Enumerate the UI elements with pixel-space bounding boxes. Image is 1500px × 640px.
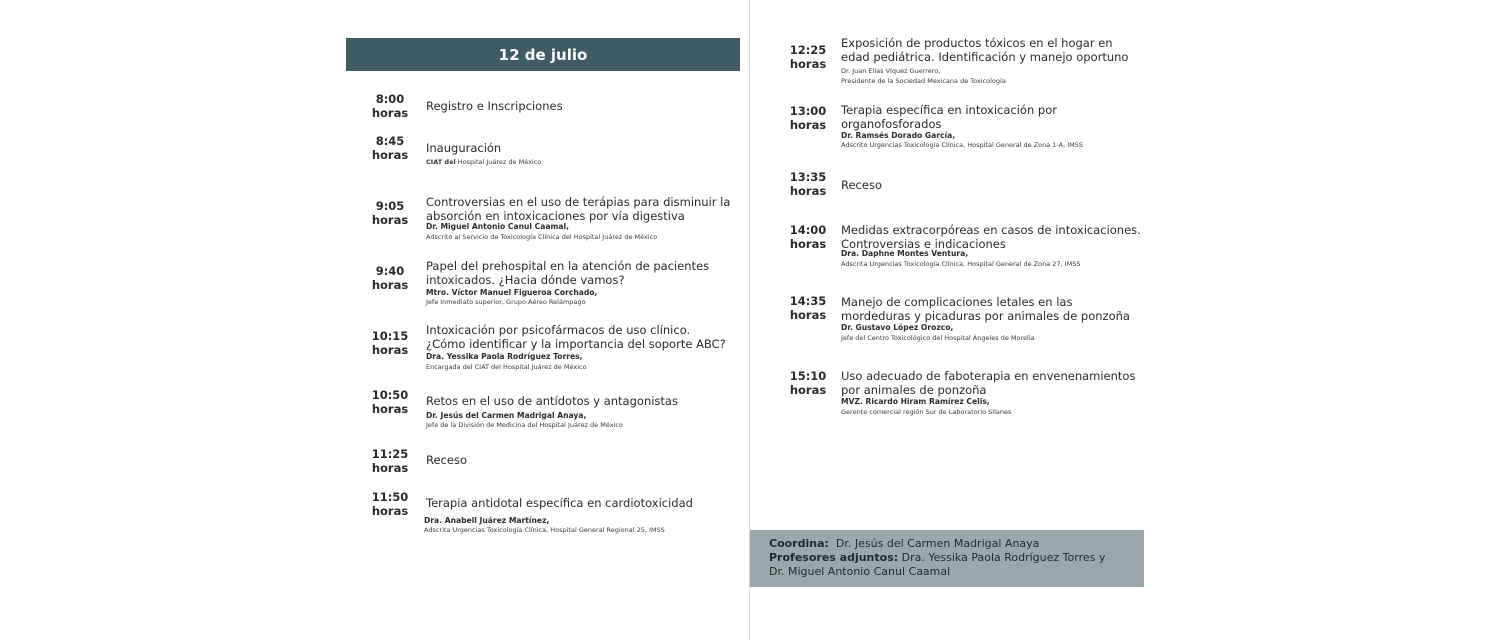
session-title: Manejo de complicaciones letales en las mordeduras y picaduras por animales de ponzoña — [841, 295, 1130, 323]
speaker-role: Adscrita Urgencias Toxicología Clínica, Hospital General Regional 25, IMSS — [424, 526, 665, 534]
session-time: 9:40 horas — [371, 264, 409, 292]
speaker-role: Adscrito Urgencias Toxicología Clínica, Hospital General de Zona 1-A, IMSS — [841, 141, 1083, 149]
date-title: 12 de julio — [498, 45, 588, 64]
session-title: Retos en el uso de antídotos y antagonistas — [426, 394, 678, 408]
speaker-name: Dr. Ramsés Dorado García, — [841, 131, 956, 140]
adjunct-line-2: Dr. Miguel Antonio Canul Caamal — [769, 565, 951, 578]
session-title: Inauguración — [426, 141, 502, 155]
session-title: Receso — [426, 453, 467, 467]
session-time: 9:05 horas — [371, 199, 409, 227]
session-title: Exposición de productos tóxicos en el hogar en edad pediátrica. Identificación y manejo oportuno — [841, 36, 1129, 64]
speaker-role: Jefe de la División de Medicina del Hospital Juárez de México — [426, 421, 623, 429]
session-title: Intoxicación por psicofármacos de uso clínico. ¿Cómo identificar y la importancia del soporte ABC? — [426, 323, 726, 351]
speaker-name: Dr. Gustavo López Orozco, — [841, 323, 954, 332]
speaker-role: Gerente comercial región Sur de Laboratorio Silanes — [841, 408, 1012, 416]
session-time: 11:50 horas — [371, 490, 409, 518]
coordination-box — [750, 530, 1144, 587]
session-title: Uso adecuado de faboterapia en envenenamientos por animales de ponzoña — [841, 369, 1136, 397]
session-time: 14:35 horas — [789, 294, 827, 322]
speaker-role: Presidente de la Sociedad Mexicana de Toxicología — [841, 77, 1006, 85]
speaker-name: Dra. Anabell Juárez Martínez, — [424, 516, 550, 525]
session-time: 14:00 horas — [789, 223, 827, 251]
session-title: Papel del prehospital en la atención de pacientes intoxicados. ¿Hacia dónde vamos? — [426, 259, 710, 287]
speaker-role: Adscrita Urgencias Toxicología Clínica, Hospital General de Zona 27, IMSS — [841, 260, 1081, 268]
speaker-name: Mtro. Víctor Manuel Figueroa Corchado, — [426, 288, 598, 297]
speaker-role: Adscrito al Servicio de Toxicología Clínica del Hospital Juárez de México — [426, 233, 658, 241]
session-title: Registro e Inscripciones — [426, 99, 563, 113]
session-time: 8:00 horas — [371, 92, 409, 120]
session-time: 13:35 horas — [789, 170, 827, 198]
session-time: 8:45 horas — [371, 134, 409, 162]
session-time: 11:25 horas — [371, 447, 409, 475]
speaker-name: Dr. Miguel Antonio Canul Caamal, — [426, 222, 569, 231]
speaker-name: MVZ. Ricardo Hiram Ramírez Celis, — [841, 397, 990, 406]
session-time: 12:25 horas — [789, 43, 827, 71]
speaker-role: Jefe del Centro Toxicológico del Hospital Ángeles de Morelia — [841, 334, 1035, 342]
date-header — [346, 38, 740, 71]
speaker-name: Dra. Daphne Montes Ventura, — [841, 249, 969, 258]
session-time: 10:15 horas — [371, 329, 409, 357]
adjunct-line: Profesores adjuntos: Dra. Yessika Paola Rodríguez Torres y — [769, 551, 1106, 564]
session-title: Medidas extracorpóreas en casos de intoxicaciones. Controversias e indicaciones — [841, 223, 1141, 251]
speaker-role: CIAT del Hospital Juárez de México — [426, 158, 542, 166]
session-title: Receso — [841, 178, 882, 192]
session-title: Controversias en el uso de terápias para disminuir la absorción en intoxicaciones por vía digestiva — [426, 195, 731, 223]
session-time: 10:50 horas — [371, 388, 409, 416]
speaker-name: Dra. Yessika Paola Rodríguez Torres, — [426, 352, 583, 361]
session-title: Terapia antidotal específica en cardiotoxicidad — [426, 496, 693, 510]
session-title: Terapia específica en intoxicación por organofosforados — [841, 103, 1057, 131]
speaker-role: Dr. Juan Elías Víquez Guerrero, — [841, 67, 941, 75]
session-time: 15:10 horas — [789, 369, 827, 397]
speaker-role: Jefe Inmediato superior, Grupo Aéreo Relámpago — [426, 298, 586, 306]
speaker-role: Encargada del CIAT del Hospital Juárez de México — [426, 363, 587, 371]
speaker-name: Dr. Jesús del Carmen Madrigal Anaya, — [426, 411, 587, 420]
session-time: 13:00 horas — [789, 104, 827, 132]
coordinator-line: Coordina: Dr. Jesús del Carmen Madrigal Anaya — [769, 537, 1040, 550]
